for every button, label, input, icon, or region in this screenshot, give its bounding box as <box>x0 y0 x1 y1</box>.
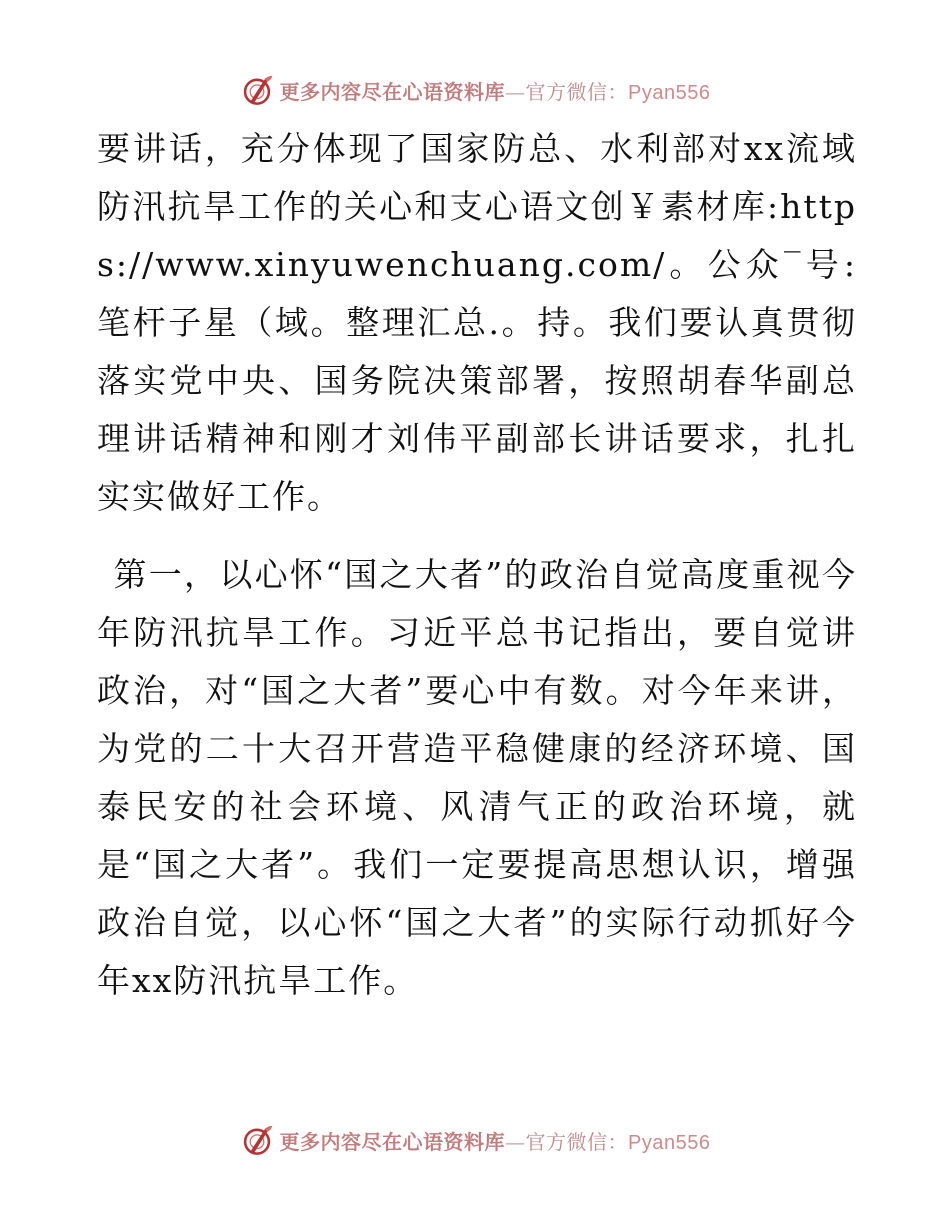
footer-wechat-label: 官方微信： <box>525 1129 629 1154</box>
document-body <box>97 120 857 1010</box>
header-dash: — <box>505 79 526 104</box>
header-banner <box>0 70 950 110</box>
footer-banner-text <box>280 1126 711 1155</box>
header-site-text: 更多内容尽在心语资料库 <box>279 79 506 104</box>
header-banner-text <box>280 76 711 105</box>
quill-pen-logo-icon <box>240 73 274 107</box>
quill-pen-logo-icon <box>240 1123 274 1157</box>
footer-wechat-handle: Pyan556 <box>628 1131 711 1154</box>
header-wechat-handle: Pyan556 <box>628 81 711 104</box>
footer-site-text: 更多内容尽在心语资料库 <box>279 1129 506 1154</box>
header-wechat-label: 官方微信： <box>525 79 629 104</box>
footer-dash: — <box>505 1129 526 1154</box>
paragraph-1: 要讲话，充分体现了国家防总、水利部对xx流域防汛抗旱工作的关心和支心语文创￥素材库:https://www.xinyuwenchuang.com/。公众‾号:笔杆子星（域。整理汇总.。持。我们要认真贯彻落实党中央、国务院决策部署，按照胡春华副总理讲话精神和刚才刘伟平副部长讲话要求，扎扎实实做好工作。 <box>97 129 857 516</box>
footer-banner <box>0 1120 950 1160</box>
paragraph-2: 第一，以心怀“国之大者”的政治自觉高度重视今年防汛抗旱工作。习近平总书记指出，要自觉讲政治，对“国之大者”要心中有数。对今年来讲，为党的二十大召开营造平稳健康的经济环境、国泰民安的社会环境、风清气正的政治环境，就是“国之大者”。我们一定要提高思想认识，增强政治自觉，以心怀“国之大者”的实际行动抓好今年xx防汛抗旱工作。 <box>97 555 857 1000</box>
